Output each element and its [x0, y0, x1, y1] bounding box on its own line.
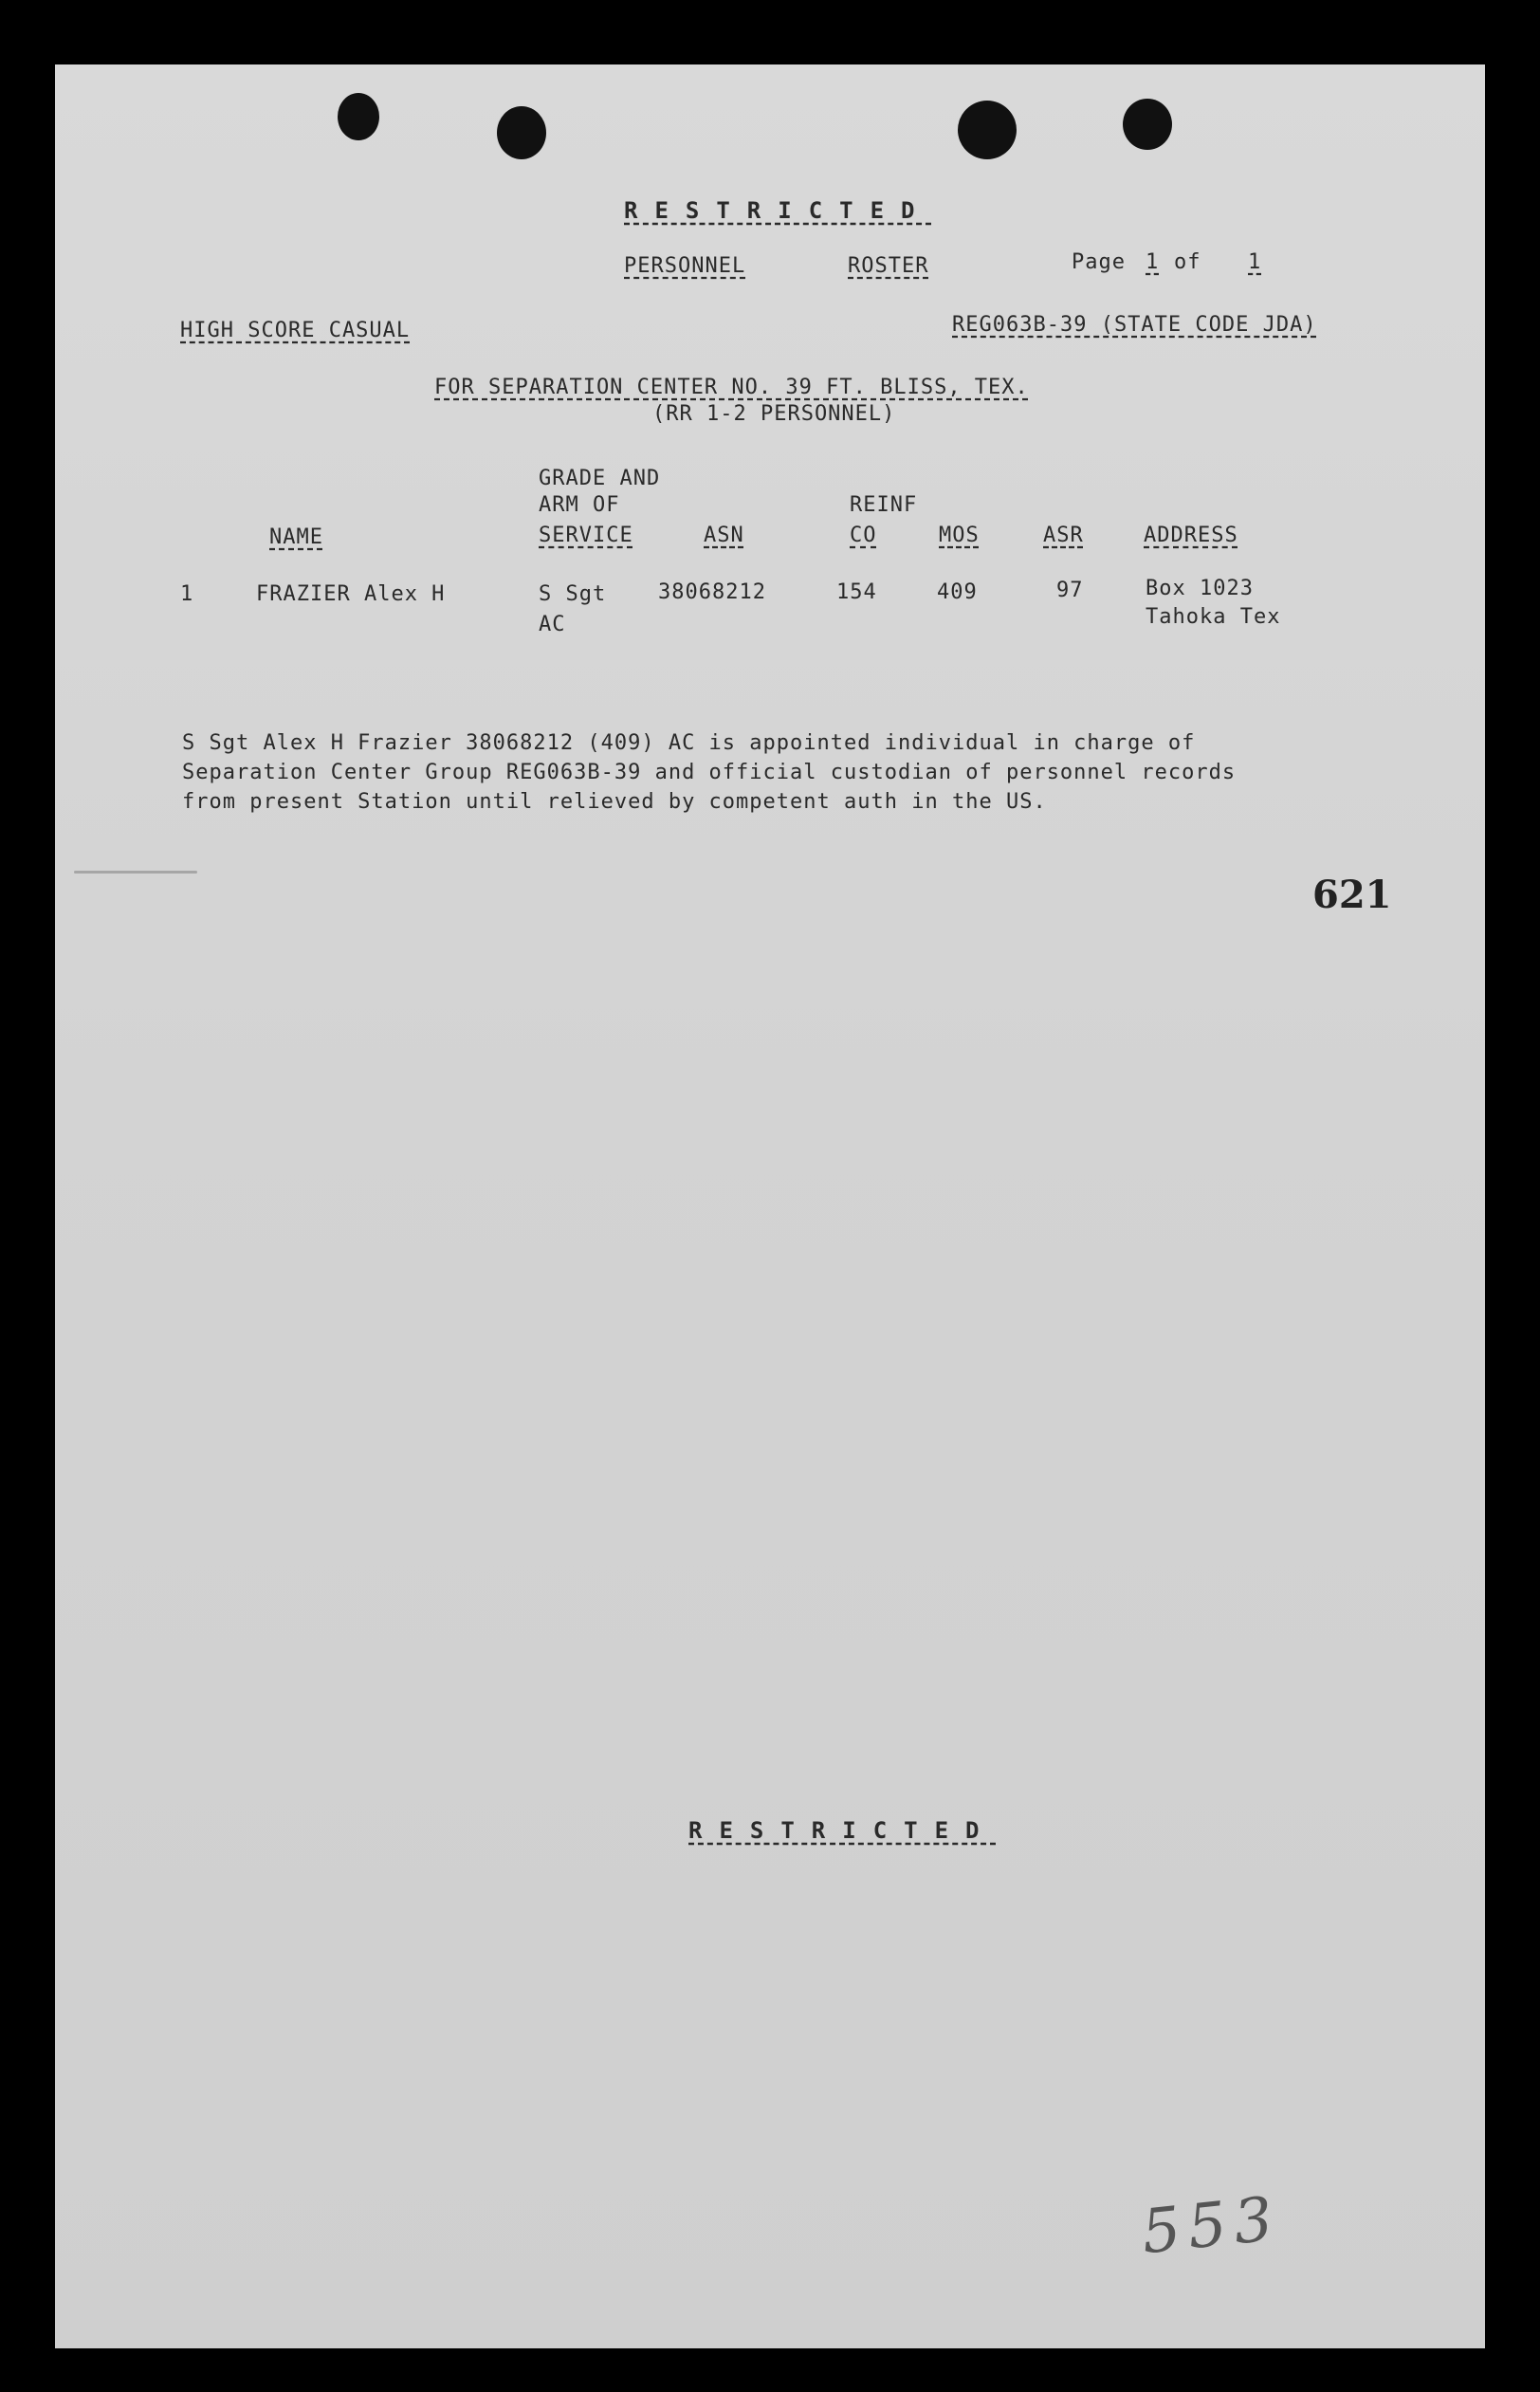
row-grade: S Sgt	[539, 582, 607, 606]
row-address-line1: Box 1023	[1146, 577, 1254, 600]
header-reinf-line2: CO	[850, 524, 877, 547]
group-code: REG063B-39 (STATE CODE JDA)	[952, 313, 1317, 337]
header-grade-line2: ARM OF	[539, 493, 620, 517]
page-of: of	[1174, 250, 1201, 274]
row-arm: AC	[539, 613, 566, 636]
page-total: 1	[1248, 250, 1262, 274]
punch-hole	[497, 106, 546, 159]
header-asn: ASN	[704, 524, 744, 547]
destination: FOR SEPARATION CENTER NO. 39 FT. BLISS, TEX.	[434, 376, 1029, 399]
row-number: 1	[180, 582, 194, 606]
row-name: FRAZIER Alex H	[256, 582, 446, 606]
smudge-mark	[74, 871, 197, 874]
row-asr: 97	[1056, 579, 1084, 602]
classification-top: RESTRICTED	[624, 197, 932, 224]
header-name: NAME	[269, 525, 323, 549]
header-grade-line3: SERVICE	[539, 524, 633, 547]
page-number: 1	[1146, 250, 1160, 274]
statement-line-1: S Sgt Alex H Frazier 38068212 (409) AC is appointed individual in charge of	[182, 731, 1196, 755]
punch-hole	[338, 93, 379, 140]
left-tag: HIGH SCORE CASUAL	[180, 319, 411, 342]
subtitle: (RR 1-2 PERSONNEL)	[652, 402, 896, 426]
document-sheet	[55, 64, 1485, 2348]
stamp-number: 621	[1312, 873, 1392, 917]
row-mos: 409	[937, 580, 978, 604]
handwritten-number: 553	[1138, 2183, 1284, 2269]
header-grade-line1: GRADE AND	[539, 467, 661, 490]
statement-line-2: Separation Center Group REG063B-39 and official custodian of personnel records	[182, 761, 1237, 784]
punch-hole	[1123, 99, 1172, 150]
header-address: ADDRESS	[1144, 524, 1238, 547]
header-reinf-line1: REINF	[850, 493, 918, 517]
roster-word-personnel: PERSONNEL	[624, 254, 746, 278]
row-reinf-co: 154	[836, 580, 877, 604]
header-mos: MOS	[939, 524, 980, 547]
header-asr: ASR	[1043, 524, 1084, 547]
statement-line-3: from present Station until relieved by competent auth in the US.	[182, 790, 1047, 814]
classification-bottom: RESTRICTED	[688, 1817, 997, 1844]
punch-hole	[958, 101, 1017, 159]
page-label: Page	[1072, 250, 1126, 274]
row-asn: 38068212	[658, 580, 766, 604]
row-address-line2: Tahoka Tex	[1146, 605, 1281, 629]
roster-word-roster: ROSTER	[848, 254, 929, 278]
